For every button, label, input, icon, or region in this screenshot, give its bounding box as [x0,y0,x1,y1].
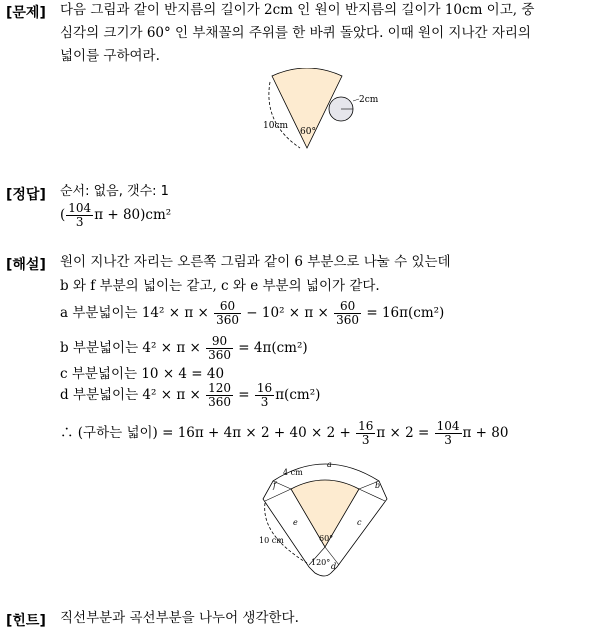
b-post: = 4π(cm²) [234,340,308,356]
d-post: π(cm²) [275,387,321,403]
label-c: c [357,518,362,527]
angle-label: 60° [300,127,316,137]
a-frac-2 [334,300,361,327]
label-a: a [327,460,332,469]
explanation-line-2: b 와 f 부분의 넓이는 같고, c 와 e 부분의 넓이가 같다. [60,278,380,294]
label-f: f [273,481,276,490]
problem-line-1: 다음 그림과 같이 반지름의 길이가 2cm 인 원이 반지름의 길이가 10cm 이고, 중 [60,2,535,18]
label-b: b [375,481,381,490]
frac-den: 3 [361,433,370,447]
d-mid: = [234,387,254,403]
big-radius-label: 10cm [263,121,289,131]
frac-num: 90 [206,335,233,349]
problem-label: [문제] [6,5,46,21]
b-frac [206,335,233,362]
t-pre: ∴ (구하는 넓이) = 16π + 4π × 2 + 40 × 2 + [60,425,356,441]
explanation-d-line [60,382,320,409]
hint-line-1: 직선부분과 곡선부분을 나누어 생각한다. [60,610,299,626]
explanation-c-line: c 부분넓이는 10 × 4 = 40 [60,366,225,382]
small-radius-label: 2cm [359,95,379,105]
a-pre: a 부분넓이는 14² × π × [60,305,214,321]
explanation-figure [255,455,395,579]
answer-line-1: 순서: 없음, 갯수: 1 [60,184,169,199]
frac-num: 120 [208,381,231,395]
d-frac-2 [255,382,274,409]
frac-num: 104 [68,201,92,215]
frac-den: 360 [208,348,231,362]
frac-num: 60 [334,300,361,314]
answer-rest: π + 80)cm² [94,207,172,223]
frac-den: 3 [444,433,452,447]
label-e: e [293,518,298,527]
problem-figure [255,68,415,152]
frac-den: 3 [75,215,84,229]
frac-den: 360 [208,395,231,409]
a-post: = 16π(cm²) [362,305,445,321]
a-mid: − 10² × π × [242,305,334,321]
t-frac-1 [356,420,375,447]
explanation-label: [해설] [6,257,46,273]
label-d: d [331,562,337,571]
frac-num: 60 [214,300,241,314]
answer-line-2 [60,202,171,229]
a-frac-1 [214,300,241,327]
hint-label: [힌트] [6,613,46,629]
problem-line-3: 넓이를 구하여라. [60,48,160,64]
frac-den: 360 [336,313,360,327]
answer-label: [정답] [6,187,46,203]
label-120: 120° [311,558,331,567]
label-10cm: 10 cm [259,536,284,545]
explanation-a-line [60,300,444,327]
problem-line-2: 심각의 크기가 60° 인 부채꼴의 주위를 한 바퀴 돌았다. 이때 원이 지나간 자리의 [60,25,531,41]
frac-num: 16 [358,419,374,433]
d-pre: d 부분넓이는 4² × π × [60,387,206,403]
t-mid: π × 2 = [376,425,434,441]
label-4cm: 4 cm [283,468,303,477]
label-60: 60° [319,534,334,543]
b-pre: b 부분넓이는 4² × π × [60,340,206,356]
frac-num: 16 [256,381,273,395]
explanation-total-line [60,420,508,447]
frac-num: 104 [436,419,460,433]
open-paren: ( [60,207,66,223]
frac-den: 360 [216,313,239,327]
frac-den: 3 [260,395,269,409]
t-post: π + 80 [462,425,509,441]
explanation-line-1: 원이 지나간 자리는 오른쪽 그림과 같이 6 부분으로 나눌 수 있는데 [60,254,451,270]
explanation-b-line [60,335,308,362]
t-frac-2 [435,420,462,447]
answer-fraction [66,202,93,229]
d-frac-1 [206,382,233,409]
